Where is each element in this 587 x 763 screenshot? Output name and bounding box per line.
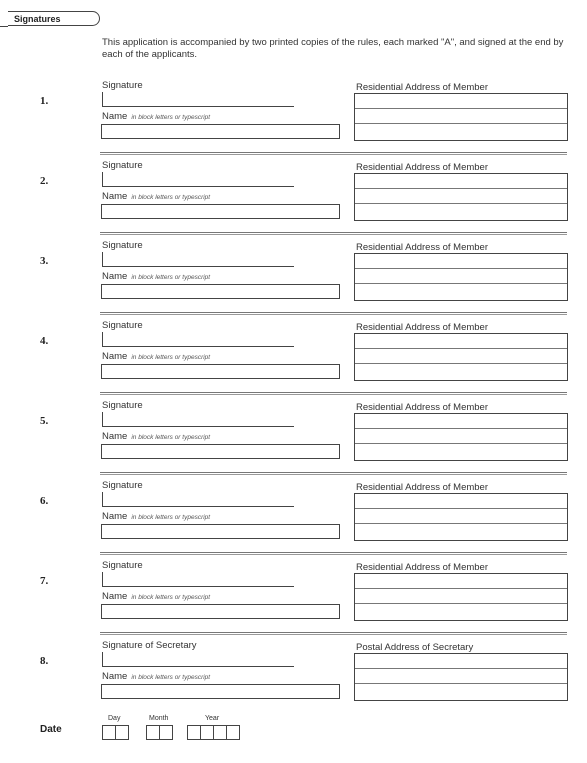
name-label: Name	[102, 591, 128, 602]
address-field[interactable]	[354, 173, 568, 221]
name-label: Name	[102, 271, 128, 282]
address-line[interactable]	[355, 669, 567, 684]
signature-section	[0, 238, 587, 316]
name-hint: in block letters or typescript	[131, 114, 211, 121]
address-line[interactable]	[355, 589, 567, 604]
signature-section	[0, 78, 587, 156]
address-label: Residential Address of Member	[356, 242, 489, 253]
address-label: Residential Address of Member	[356, 482, 489, 493]
name-hint: in block letters or typescript	[131, 354, 211, 361]
address-field[interactable]	[354, 573, 568, 621]
section-divider	[100, 312, 567, 315]
name-label: Name	[102, 111, 128, 122]
name-label: Name	[102, 671, 128, 682]
name-label: Name	[102, 431, 128, 442]
address-line[interactable]	[355, 284, 567, 299]
address-line[interactable]	[355, 204, 567, 219]
day-digit-box[interactable]	[115, 725, 129, 740]
signature-label: Signature	[102, 160, 143, 171]
section-divider	[100, 152, 567, 155]
name-label-row	[102, 671, 210, 682]
address-line[interactable]	[355, 429, 567, 444]
address-line[interactable]	[355, 509, 567, 524]
signature-field[interactable]	[102, 92, 294, 107]
day-digit-box[interactable]	[102, 725, 116, 740]
signature-section	[0, 558, 587, 636]
name-label-row	[102, 511, 210, 522]
month-label: Month	[149, 715, 169, 722]
section-divider	[100, 632, 567, 635]
address-line[interactable]	[355, 124, 567, 139]
year-label: Year	[205, 715, 220, 722]
address-line[interactable]	[355, 524, 567, 539]
signature-label: Signature of Secretary	[102, 640, 197, 651]
name-field[interactable]	[101, 524, 340, 539]
member-number: 2.	[40, 175, 49, 187]
name-field[interactable]	[101, 604, 340, 619]
member-number: 1.	[40, 95, 49, 107]
address-line[interactable]	[355, 109, 567, 124]
member-number: 7.	[40, 575, 49, 587]
address-line[interactable]	[355, 494, 567, 509]
signature-label: Signature	[102, 480, 143, 491]
year-digit-box[interactable]	[200, 725, 214, 740]
month-digit-box[interactable]	[146, 725, 160, 740]
member-number: 5.	[40, 415, 49, 427]
date-label: Date	[40, 724, 62, 735]
name-field[interactable]	[101, 124, 340, 139]
name-label: Name	[102, 351, 128, 362]
signature-field[interactable]	[102, 572, 294, 587]
address-line[interactable]	[355, 334, 567, 349]
signature-field[interactable]	[102, 252, 294, 267]
address-line[interactable]	[355, 684, 567, 699]
address-line[interactable]	[355, 574, 567, 589]
address-line[interactable]	[355, 654, 567, 669]
address-label: Residential Address of Member	[356, 562, 489, 573]
year-digit-box[interactable]	[226, 725, 240, 740]
name-label: Name	[102, 511, 128, 522]
section-divider	[100, 232, 567, 235]
name-field[interactable]	[101, 364, 340, 379]
name-field[interactable]	[101, 444, 340, 459]
name-hint: in block letters or typescript	[131, 674, 211, 681]
name-hint: in block letters or typescript	[131, 594, 211, 601]
address-line[interactable]	[355, 444, 567, 459]
address-field[interactable]	[354, 253, 568, 301]
signature-section	[0, 158, 587, 236]
name-label: Name	[102, 191, 128, 202]
signature-field[interactable]	[102, 172, 294, 187]
name-label-row	[102, 111, 210, 122]
signature-label: Signature	[102, 80, 143, 91]
name-hint: in block letters or typescript	[131, 194, 211, 201]
name-hint: in block letters or typescript	[131, 274, 211, 281]
member-number: 6.	[40, 495, 49, 507]
year-digit-box[interactable]	[213, 725, 227, 740]
address-label: Residential Address of Member	[356, 322, 489, 333]
signature-label: Signature	[102, 240, 143, 251]
name-field[interactable]	[101, 204, 340, 219]
address-line[interactable]	[355, 254, 567, 269]
name-field[interactable]	[101, 684, 340, 699]
address-line[interactable]	[355, 269, 567, 284]
address-field[interactable]	[354, 493, 568, 541]
name-field[interactable]	[101, 284, 340, 299]
signature-label: Signature	[102, 400, 143, 411]
signature-field[interactable]	[102, 412, 294, 427]
year-digit-box[interactable]	[187, 725, 201, 740]
name-hint: in block letters or typescript	[131, 434, 211, 441]
day-field[interactable]	[102, 725, 128, 740]
member-number: 8.	[40, 655, 49, 667]
signature-field[interactable]	[102, 332, 294, 347]
address-line[interactable]	[355, 174, 567, 189]
section-divider	[100, 552, 567, 555]
month-digit-box[interactable]	[159, 725, 173, 740]
intro-text: This application is accompanied by two printed copies of the rules, each marked "A", and signed at the end by each of the applicants.	[102, 37, 564, 60]
section-divider	[100, 392, 567, 395]
name-label-row	[102, 351, 210, 362]
signature-label: Signature	[102, 560, 143, 571]
name-label-row	[102, 271, 210, 282]
day-label: Day	[108, 715, 121, 722]
address-field[interactable]	[354, 413, 568, 461]
address-line[interactable]	[355, 414, 567, 429]
month-field[interactable]	[146, 725, 172, 740]
section-tab-signatures: Signatures	[8, 11, 100, 26]
name-hint: in block letters or typescript	[131, 514, 211, 521]
signature-field[interactable]	[102, 492, 294, 507]
signature-section	[0, 478, 587, 556]
address-label: Residential Address of Member	[356, 402, 489, 413]
address-label: Postal Address of Secretary	[356, 642, 474, 653]
signature-label: Signature	[102, 320, 143, 331]
address-line[interactable]	[355, 604, 567, 619]
signature-section	[0, 398, 587, 476]
address-field[interactable]	[354, 333, 568, 381]
address-field[interactable]	[354, 653, 568, 701]
name-label-row	[102, 431, 210, 442]
signature-section	[0, 638, 587, 716]
name-label-row	[102, 191, 210, 202]
address-line[interactable]	[355, 94, 567, 109]
address-line[interactable]	[355, 364, 567, 379]
address-label: Residential Address of Member	[356, 162, 489, 173]
member-number: 3.	[40, 255, 49, 267]
address-label: Residential Address of Member	[356, 82, 489, 93]
signature-section	[0, 318, 587, 396]
name-label-row	[102, 591, 210, 602]
member-number: 4.	[40, 335, 49, 347]
year-field[interactable]	[187, 725, 239, 740]
address-line[interactable]	[355, 189, 567, 204]
address-line[interactable]	[355, 349, 567, 364]
address-field[interactable]	[354, 93, 568, 141]
signature-field[interactable]	[102, 652, 294, 667]
section-divider	[100, 472, 567, 475]
